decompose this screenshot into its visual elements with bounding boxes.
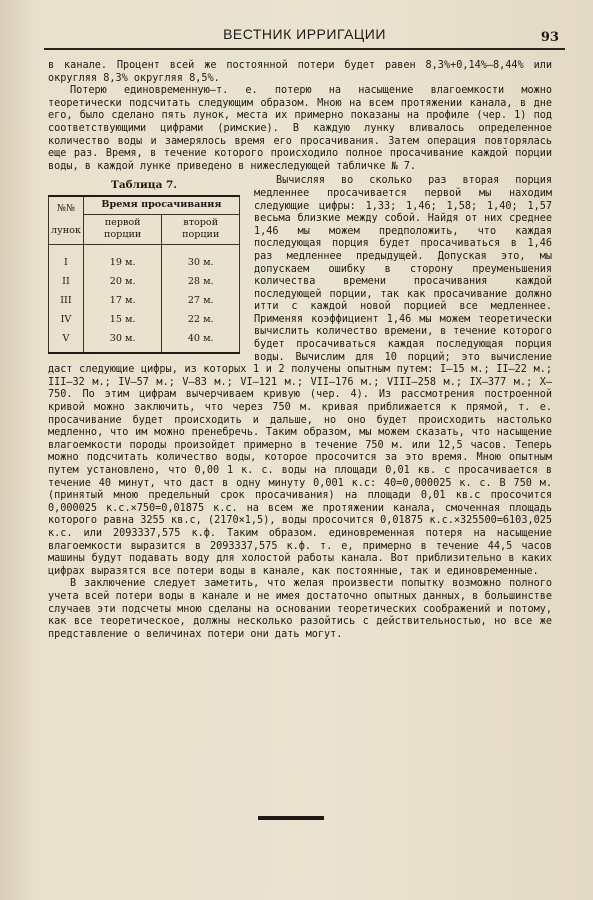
cell-first: 17 м. bbox=[83, 291, 162, 310]
table-row bbox=[49, 291, 240, 310]
cell-hole: II bbox=[49, 272, 84, 291]
cell-second: 27 м. bbox=[162, 291, 240, 310]
cell-hole: IV bbox=[49, 310, 84, 329]
table-7 bbox=[48, 175, 240, 353]
cell-first: 19 м. bbox=[83, 244, 162, 272]
article-body bbox=[48, 60, 552, 641]
table-row bbox=[49, 329, 240, 353]
page-number: 93 bbox=[540, 30, 559, 45]
paragraph-3: Вычисляя во сколько раз вторая порция медленнее просачивается первой мы находим следующие цифры: 1,33; 1,46; 1,58; 1,40; 1,57 весьма близкие между собой. Найдя от них среднее 1,46 мы можем предположить, что каждая последующая порция будет просачиваться в 1,46 раз медленнее предыдущей. Допуская это, мы допускаем ошибку в сторону преуменьшения количества времени просачивания каждой последующей порции, так как просачивание должно итти с каждой новой порцией все медленнее. Применяя коэффициент 1,46 мы можем теоретически вычислить количество времени, в течение которого будет просачиваться каждая последующая порция воды. Вычислим для 10 порций; это вычисление даст следующие цифры, из которых 1 и 2 получены опытным путем: I—15 м.; II—22 м.; III—32 м.; IV—57 м.; V—83 м.; VI—121 м.; VII—176 м.; VIII—258 м.; IX—377 м.; X—750. По этим цифрам вычерчиваем кривую (чер. 4). Из рассмотрения построенной кривой можно заключить, что через 750 м. кривая приближается к прямой, т. е. просачивание будет происходить и дальше, но оно будет происходить настолько медленно, что им можно пренебречь. Таким образом, мы можем сказать, что насыщение влагоемкости породы произойдет примерно в течение 750 м. или 12,5 часов. Теперь можно подсчитать количество воды, которое просочится за это время. Мною опытным путем установлено, что 0,00 1 к. с. воды на площади 0,01 кв. с просачивается в течение 40 минут, что даст в одну минуту 0,001 к.с: 40=0,000025 к. с. В 750 м. (принятый мною предельный срок просачивания) на площади 0,01 кв.с просочится 0,000025 к.с.×750=0,01875 к.с. на всем же протяжении канала, смоченная площадь которого равна 3255 кв.с, (2170×1,5), воды просочится 0,01875 к.с.×325500=6103,025 к.с. или 2093337,575 к.ф. Таким образом. единовременная потеря на насыщение влагоемкости выразится в 2093337,575 к.ф. т. е, примерно в течение 44,5 часов машины будут подавать воду для холостой работы канала. Вот приблизительно в каких цифрах выразятся все потери воды в канале, как постоянные, так и единовременные. bbox=[48, 175, 552, 577]
column-header-seepage-time: Время просачивания bbox=[83, 196, 239, 214]
column-header-holes-number: №№ bbox=[56, 202, 76, 214]
paragraph-2: Потерю единовременную—т. е. потерю на насыщение влагоемкости можно теоретически подсчитать следующим образом. Мною на всем протяжении канала, в дне его, было сделано пять лунок, места их примерно показаны на профиле (чер. 1) под соответствующими цифрами (римские). В каждую лунку вливалось определенное количество воды и замерялось время его просачивания. Затем операция повторялась еще раз. Время, в течение которого происходило полное просачивание каждой порции воды, в каждой лунке приведено в нижеследующей табличке № 7. bbox=[48, 85, 552, 172]
running-title: ВЕСТНИК ИРРИГАЦИИ bbox=[223, 26, 386, 42]
cell-hole: I bbox=[49, 244, 84, 272]
cell-first: 30 м. bbox=[83, 329, 162, 353]
end-rule bbox=[258, 816, 324, 820]
column-header-first-portion: первой порции bbox=[83, 214, 162, 244]
cell-hole: III bbox=[49, 291, 84, 310]
paragraph-4: В заключение следует заметить, что желая произвести попытку возможно полного учета всей потери воды в канале и не имея достаточно опытных данных, в большинстве случаев эти подсчеты мною сделаны на основании теоретических соображений и потому, как все теоретическое, должны несколько разойтись с действительностью, но все же представление о величинах потери они дать могут. bbox=[48, 578, 552, 640]
page-header bbox=[44, 24, 565, 50]
table-caption: Таблица 7. bbox=[111, 179, 177, 192]
cell-second: 30 м. bbox=[162, 244, 240, 272]
table-row bbox=[49, 244, 240, 272]
cell-second: 28 м. bbox=[162, 272, 240, 291]
cell-second: 22 м. bbox=[162, 310, 240, 329]
cell-first: 15 м. bbox=[83, 310, 162, 329]
table-row bbox=[49, 272, 240, 291]
table-wrap-zone bbox=[48, 175, 552, 641]
column-header-holes-label: лунок bbox=[51, 225, 81, 237]
table-row bbox=[49, 310, 240, 329]
column-header-holes bbox=[49, 196, 84, 244]
cell-second: 40 м. bbox=[162, 329, 240, 353]
column-header-second-portion: второй порции bbox=[162, 214, 240, 244]
seepage-table bbox=[48, 195, 240, 354]
paragraph-1: в канале. Процент всей же постоянной потери будет равен 8,3%+0,14%—8,44% или округляя 8,3% округляя 8,5%. bbox=[48, 60, 552, 84]
cell-first: 20 м. bbox=[83, 272, 162, 291]
cell-hole: V bbox=[49, 329, 84, 353]
